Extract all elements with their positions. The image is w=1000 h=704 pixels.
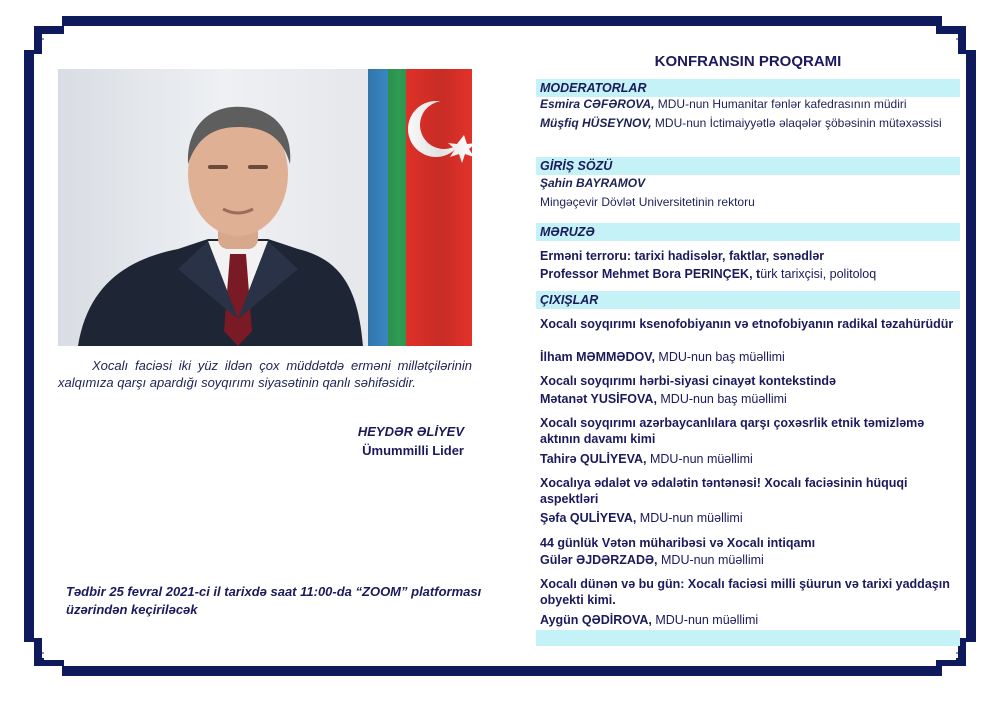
speech-3-topic: Xocalı soyqırımı azərbaycanlılara qarşı çoxəsrlik etnik təmizləmə aktının davamı kimi [540,416,925,446]
moderator-1-name: Esmira CƏFƏROVA, [540,97,655,111]
moderator-1 [540,97,960,112]
speech-6-role: MDU-nun müəllimi [651,613,759,627]
speech-2-speaker [540,391,960,407]
speech-6-speaker [540,612,960,628]
report-speaker-role: ürk tarixçisi, politoloq [760,267,877,281]
section-moderators: MODERATORLAR [536,79,960,97]
moderator-2-role: MDU-nun İctimaiyyətlə əlaqələr şöbəsinin mütəxəssisi [651,116,942,130]
speech-5-name: Gülər ƏJDƏRZADƏ, [540,553,658,567]
speech-4-name: Şəfa QULİYEVA, [540,511,637,525]
speech-2-name: Mətanət YUSİFOVA, [540,392,657,406]
speech-6-topic: Xocalı dünən və bu gün: Xocalı faciəsi milli şüurun və tarixi yaddaşın obyekti kimi. [540,577,950,607]
signature-name: HEYDƏR ƏLİYEV [357,424,464,439]
speech-1-role: MDU-nun baş müəllimi [654,350,785,364]
section-report: MƏRUZƏ [536,223,960,241]
leader-quote: Xocalı faciəsi iki yüz ildən çox müddətdə erməni millətçilərinin xalqımıza qarşı apardığı soyqırımı siyasətinin qanlı səhifəsidir. [58,358,472,390]
program-title: KONFRANSIN PROQRAMI [654,53,842,70]
report-speaker-name: Professor Mehmet Bora PERINÇEK, t [540,267,761,281]
speech-5-speaker [540,552,960,568]
section-speeches: ÇIXIŞLAR [536,291,960,309]
speech-3-speaker [540,451,960,467]
speech-2-topic: Xocalı soyqırımı hərbi-siyasi cinayət kontekstində [540,374,836,388]
moderator-2-name: Müşfiq HÜSEYNOV, [540,116,652,130]
event-note: Tədbir 25 fevral 2021-ci il tarixdə saat 11:00-da “ZOOM” platforması üzərindən keçiriləcək [66,584,482,617]
intro-speaker-role: Mingəçevir Dövlət Universitetinin rektoru [540,195,755,209]
speech-5-role: MDU-nun müəllimi [657,553,764,567]
speech-1-speaker [540,349,960,365]
section-intro: GİRİŞ SÖZÜ [536,157,960,175]
speech-3-name: Tahirə QULİYEVA, [540,452,647,466]
report-topic: Erməni terroru: tarixi hadisələr, faktlar, sənədlər [540,249,825,263]
speech-4-speaker [540,510,960,526]
leader-portrait [58,69,388,346]
speech-3-role: MDU-nun müəllimi [646,452,753,466]
signature-role: Ümummilli Lider [362,443,464,458]
speech-6-name: Aygün QƏDİROVA, [540,613,652,627]
speech-5-topic: 44 günlük Vətən müharibəsi və Xocalı intiqamı [540,536,816,550]
moderator-2 [540,116,960,131]
moderator-1-role: MDU-nun Humanitar fənlər kafedrasının müdiri [654,97,907,111]
intro-speaker-name: Şahin BAYRAMOV [540,176,646,190]
report-speaker [540,266,960,282]
speech-1-topic: Xocalı soyqırımı ksenofobiyanın və etnofobiyanın radikal təzahürüdür [540,317,954,331]
program-bottom-band [536,630,960,646]
speech-1-name: İlham MƏMMƏDOV, [540,350,655,364]
speech-4-topic: Xocalıya ədalət və ədalətin təntənəsi! Xocalı faciəsinin hüquqi aspektləri [540,476,908,506]
speech-4-role: MDU-nun müəllimi [636,511,743,525]
portrait-photo [58,69,472,346]
speech-2-role: MDU-nun baş müəllimi [656,392,787,406]
